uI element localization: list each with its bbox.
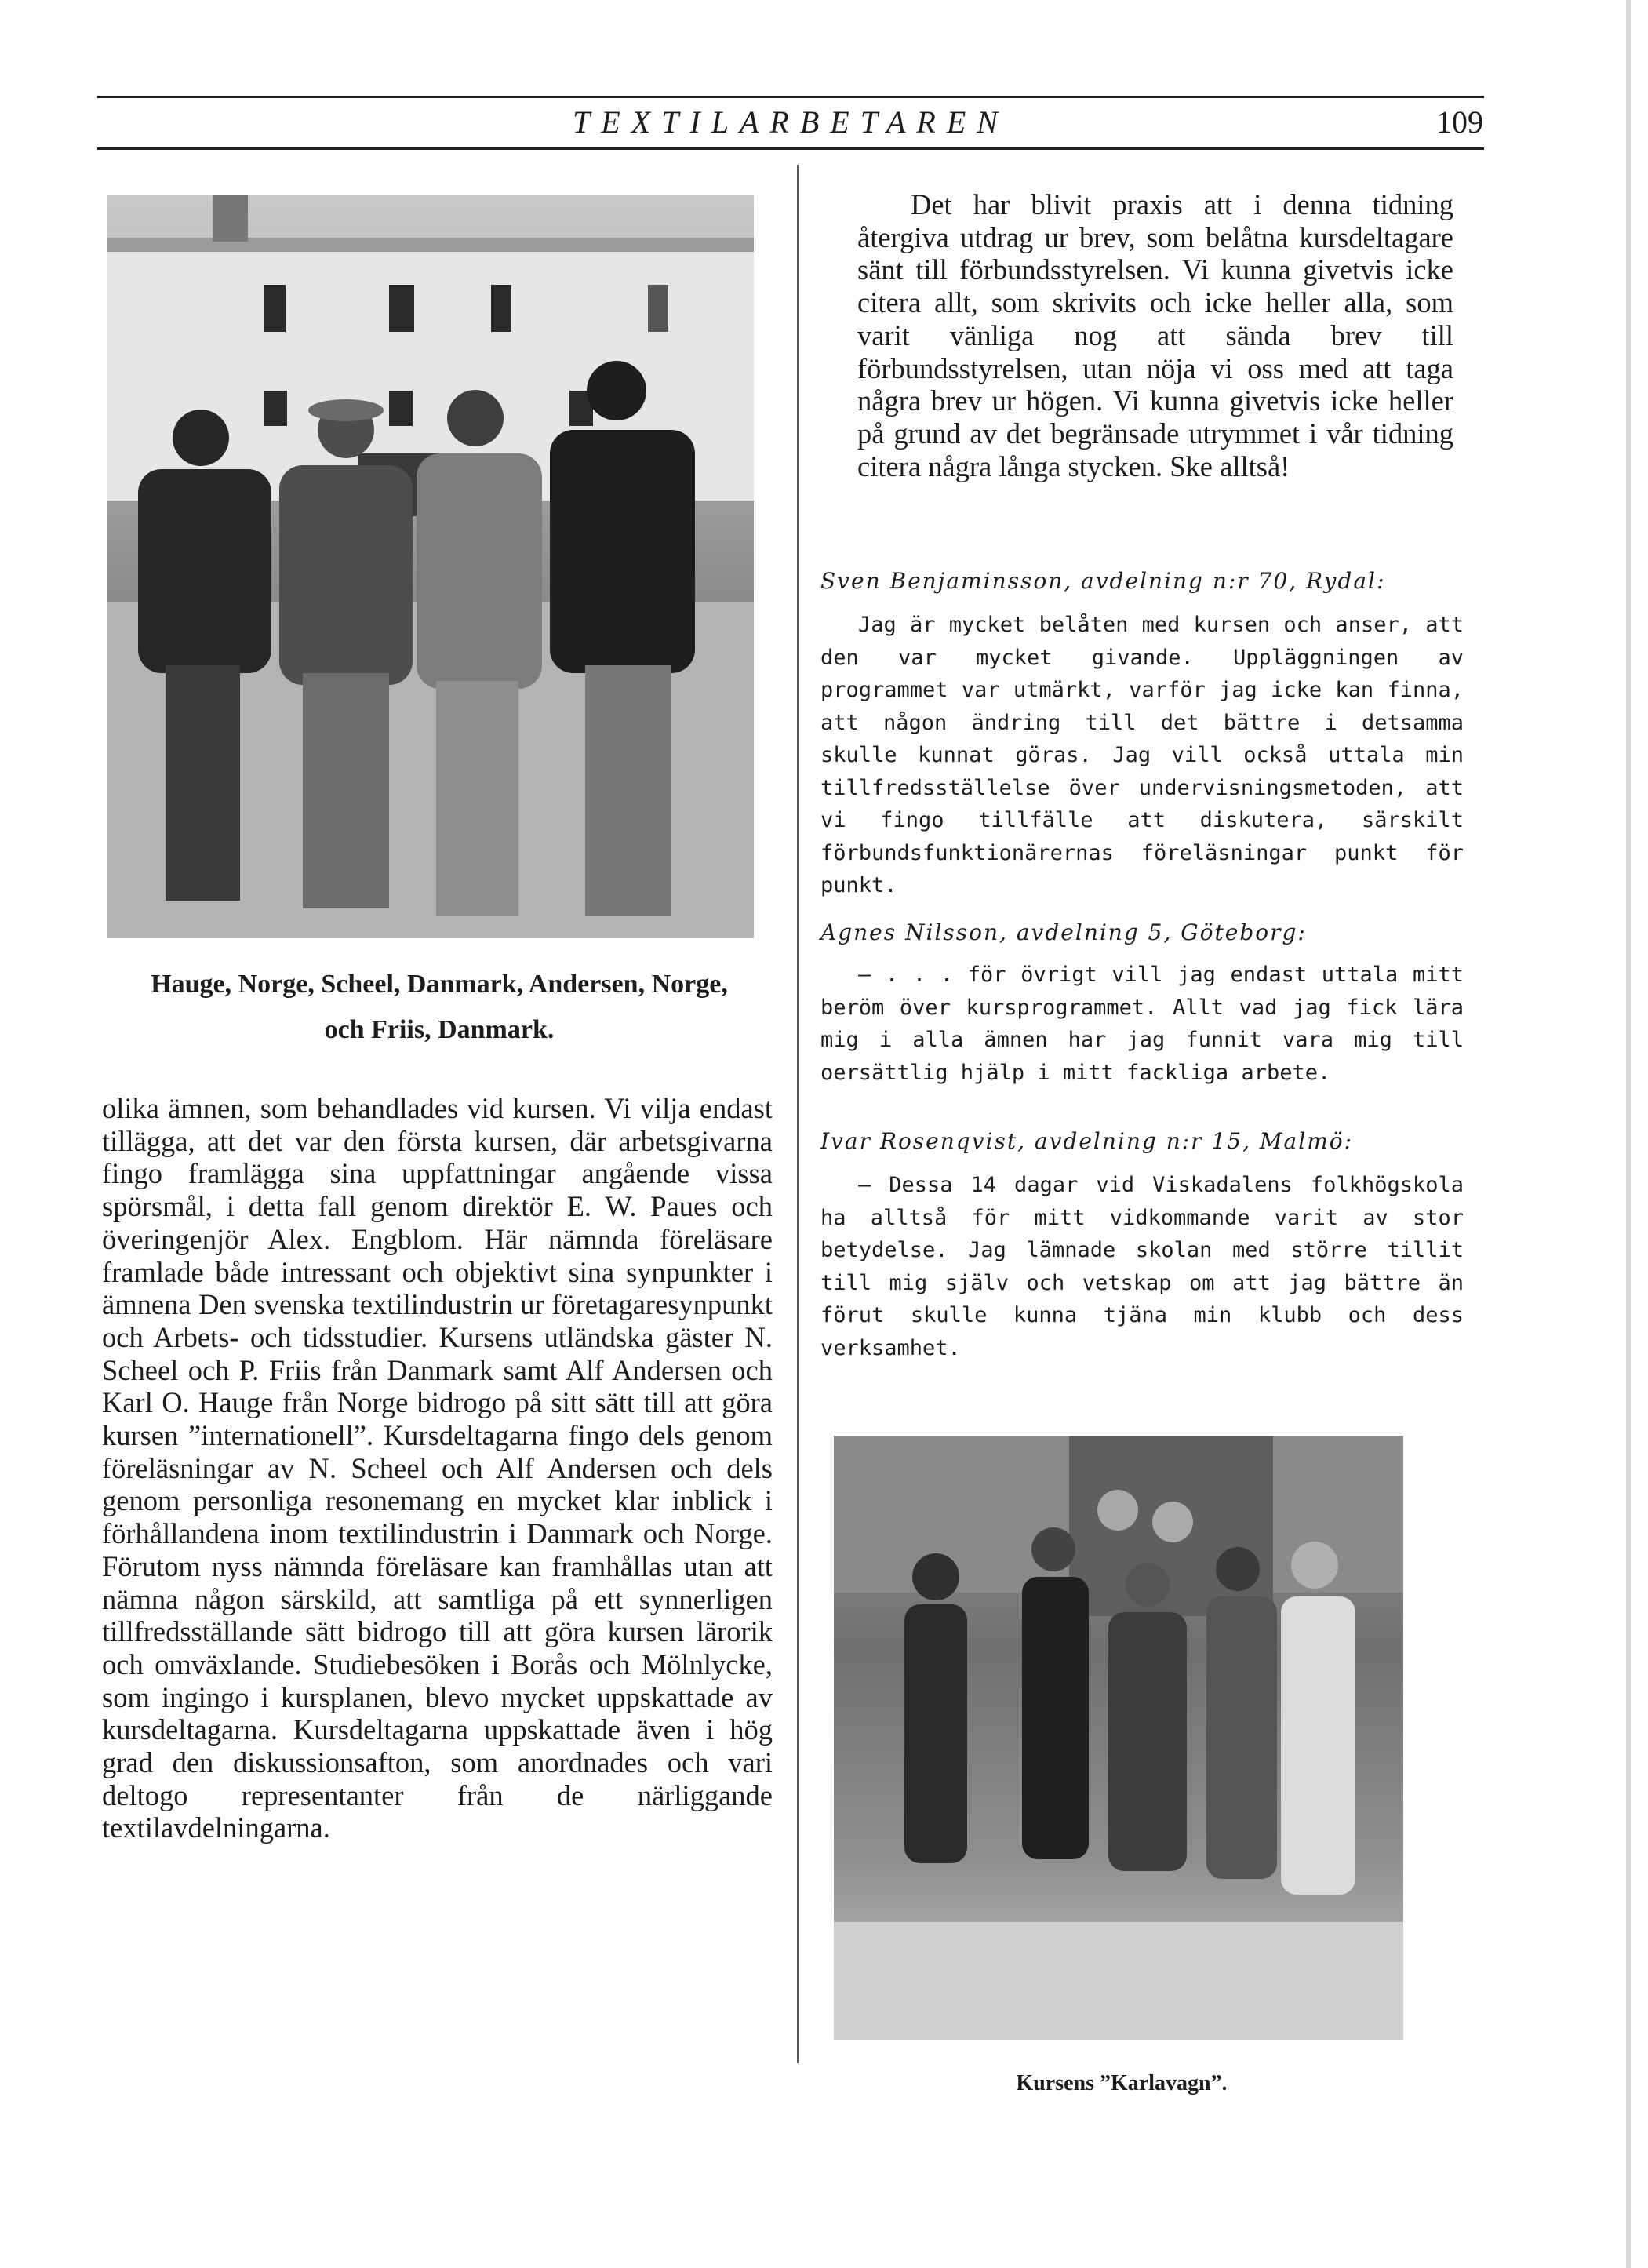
letter-author: Ivar Rosenqvist, avdelning n:r 15, Malmö: <box>820 1128 1354 1154</box>
letter-author: Agnes Nilsson, avdelning 5, Göteborg: <box>820 919 1307 945</box>
photo-group-women <box>834 1436 1403 2040</box>
page-edge <box>1626 0 1631 2268</box>
column-divider <box>797 165 799 2063</box>
photo-women-caption: Kursens ”Karlavagn”. <box>1016 2071 1228 2095</box>
header-rule-bottom <box>97 147 1484 150</box>
running-title: TEXTILARBETAREN <box>573 104 1009 140</box>
left-column-text <box>102 1092 773 1844</box>
letter-paragraph: Jag är mycket belåten med kursen och anser, att den var mycket givande. Uppläggningen av programmet var utmärkt, varför jag icke kan finna, att någon ändring till det bättre i detsamma skulle kunnat göras. Jag vill också uttala min tillfredsställelse över undervisningsmetoden, att vi fingo tillfälle att diskutera, särskilt förbundsfunktionärernas föreläsningar punkt för punkt. <box>820 613 1464 897</box>
photo-men-caption <box>102 962 777 1053</box>
body-paragraph: olika ämnen, som behandlades vid kursen. Vi vilja endast tillägga, att det var den första kursen, där arbetsgivarna fingo framlägga sina uppfattningar angående vissa spörsmål, i detta fall genom direktör E. W. Paues och överingenjör Alex. Engblom. Här nämnda föreläsare framlade både intressant och objektivt sina synpunkter i ämnena Den svenska textilindustrin ur företagaresynpunkt och Arbets- och tidsstudier. Kursens utländska gäster N. Scheel och P. Friis från Danmark samt Alf Andersen och Karl O. Hauge från Norge bidrogo på sitt sätt till att göra kursen ”internationell”. Kursdeltagarna fingo dels genom föreläsningar av N. Scheel och Alf Andersen och dels genom personliga resonemang en mycket klar inblick i förhållandena inom textilindustrin i Danmark och Norge. Förutom nyss nämnda föreläsare kan framhållas utan att nämna någon särskild, att samtliga på ett synnerligen tillfredsställande sätt bidrogo till att göra kursen lärorik och omväxlande. Studiebesöken i Borås och Mölnlycke, som ingingo i kursplanen, blevo mycket uppskattade av kursdeltagarna. Kursdeltagarna uppskattade även i hög grad den diskussionsafton, som anordnades och vari deltogo representanter från de närliggande textilavdelningarna. <box>102 1092 773 1844</box>
letter-text <box>820 959 1464 1089</box>
letter-paragraph: — . . . för övrigt vill jag endast uttala mitt beröm över kursprogrammet. Allt vad jag fick lära mig i alla ämnen har jag funnit vara mig till oersättlig hjälp i mitt fackliga arbete. <box>820 963 1464 1085</box>
header-rule-top <box>97 96 1484 98</box>
caption-line: Hauge, Norge, Scheel, Danmark, Andersen, Norge, <box>151 970 728 999</box>
caption-line: och Friis, Danmark. <box>324 1015 555 1044</box>
photo-four-men <box>107 195 754 938</box>
letter-text <box>820 1169 1464 1364</box>
letter-paragraph: — Dessa 14 dagar vid Viskadalens folkhögskola ha alltså för mitt vidkommande varit av stor betydelse. Jag lämnade skolan med större tillit till mig själv och vetskap om att jag bättre än förut skulle kunna tjäna min klubb och dess verksamhet. <box>820 1173 1464 1360</box>
intro-paragraph: Det har blivit praxis att i denna tidning återgiva utdrag ur brev, som belåtna kursdeltagare sänt till förbundsstyrelsen. Vi kunna givetvis icke citera allt, som skrivits och icke heller alla, som varit vänliga nog att sända brev till förbundsstyrelsen, utan nöja vi oss med att taga några brev ur högen. Vi kunna givetvis icke heller på grund av det begränsade utrymmet i vår tidning citera några långa stycken. Ske alltså! <box>857 188 1453 482</box>
letter-author: Sven Benjaminsson, avdelning n:r 70, Rydal: <box>820 568 1386 594</box>
page-number: 109 <box>1436 104 1483 140</box>
letter-text <box>820 609 1464 902</box>
